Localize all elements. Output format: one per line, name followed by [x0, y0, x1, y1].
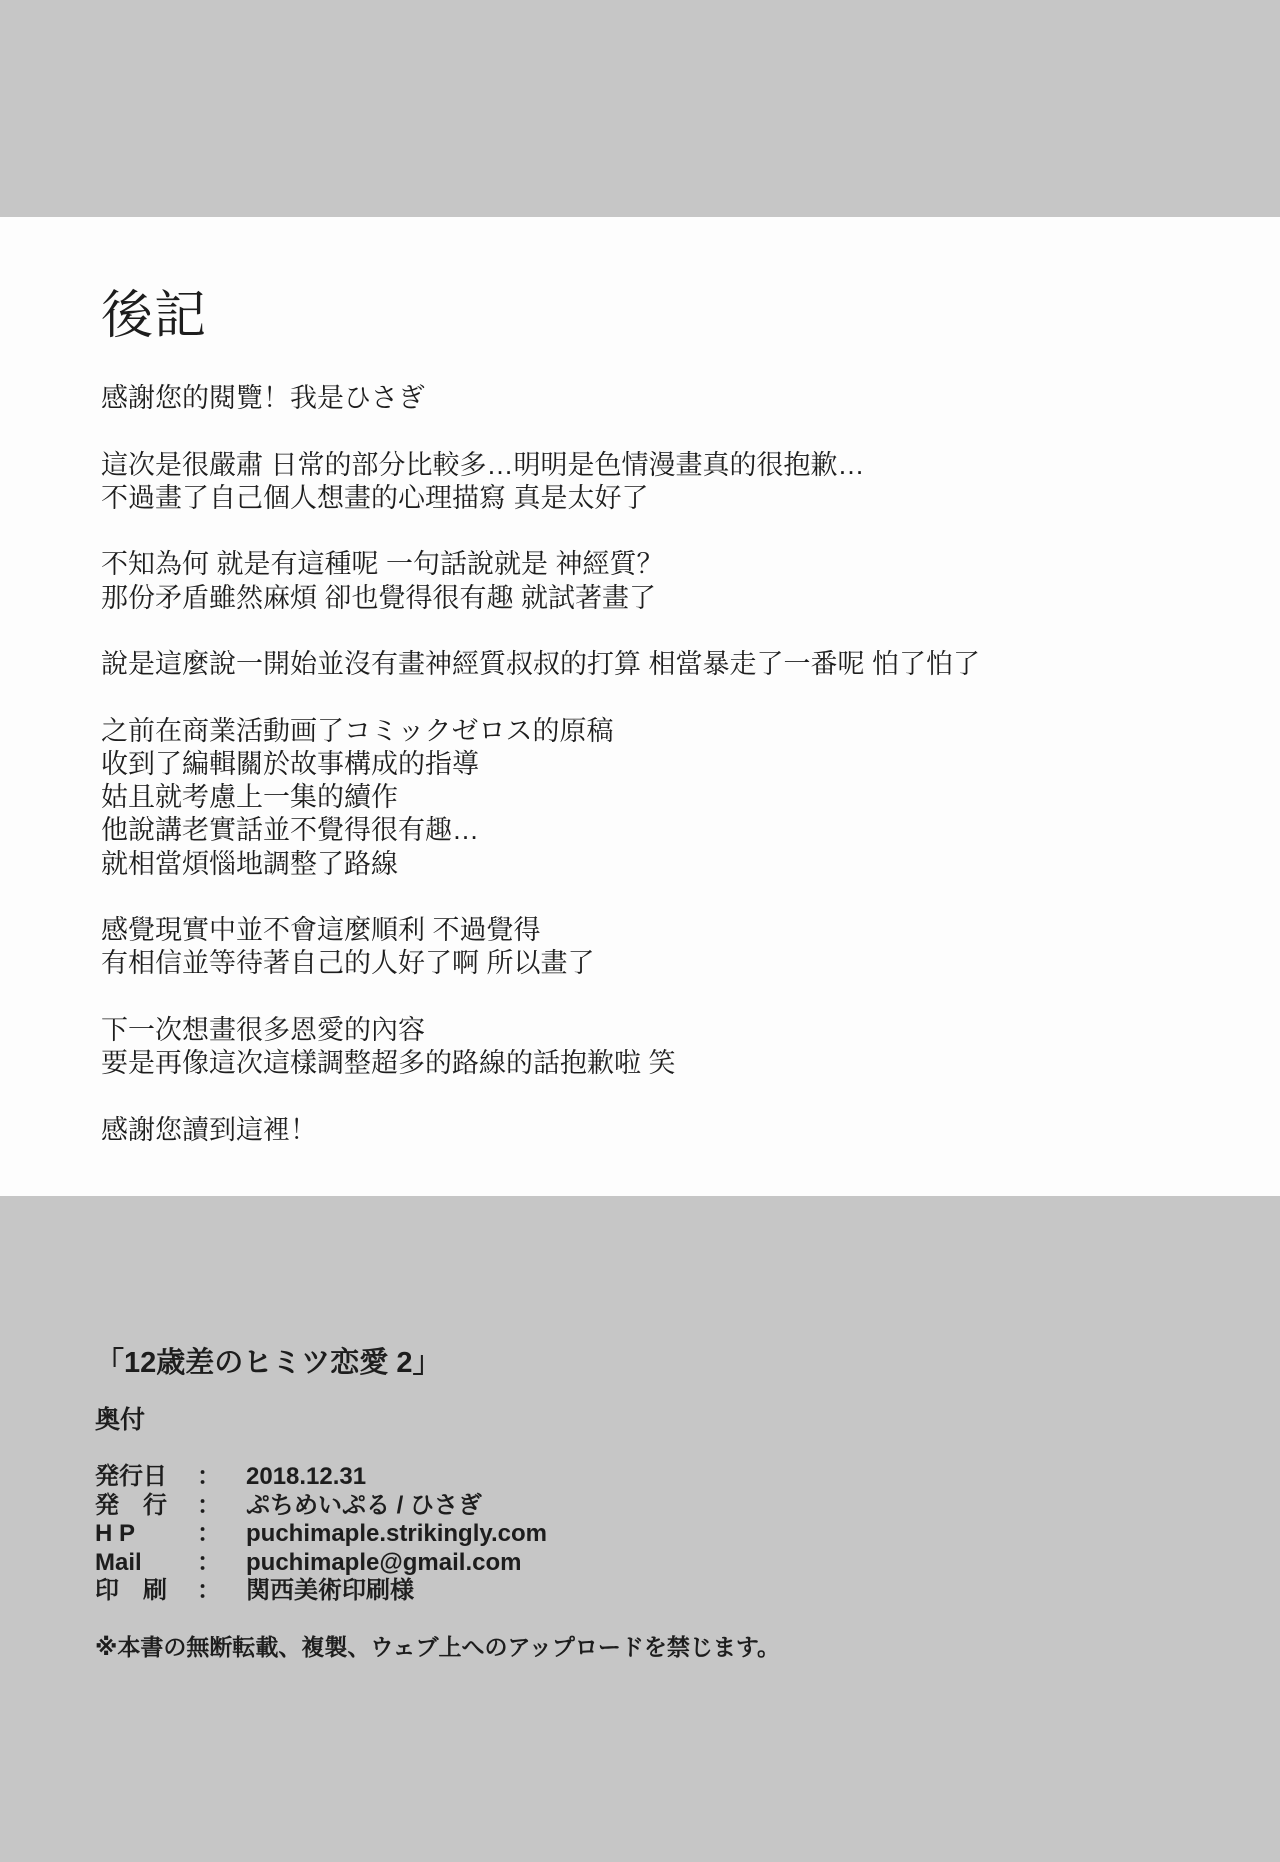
- afterword-line: 不過畫了自己個人想畫的心理描寫 真是太好了: [101, 482, 649, 513]
- afterword-line: 不知為何 就是有這種呢 一句話說就是 神經質？: [101, 549, 664, 580]
- colophon-area: [0, 1196, 1280, 1862]
- afterword-line: 之前在商業活動画了コミックゼロス的原稿: [101, 715, 614, 746]
- afterword-line: 姑且就考慮上一集的續作: [101, 782, 398, 812]
- afterword-paragraph-next-time: [101, 1014, 1221, 1081]
- colophon-separator: ：: [197, 1491, 221, 1519]
- colophon-row-homepage: [95, 1520, 795, 1549]
- afterword-line: 收到了編輯關於故事構成的指導: [101, 748, 479, 779]
- top-gray-margin: [0, 0, 1280, 217]
- colophon-row-mail: [95, 1549, 795, 1578]
- afterword-line: 他說講老實話並不覺得很有趣…: [101, 815, 479, 846]
- afterword-title: 後記: [101, 287, 208, 345]
- colophon-label: Mail: [95, 1548, 142, 1576]
- afterword-paragraph-commercial: [101, 715, 1221, 881]
- afterword-panel: [0, 217, 1280, 1196]
- colophon-separator: ：: [197, 1577, 221, 1604]
- afterword-paragraph-reality: [101, 914, 1221, 981]
- colophon-row-publisher: [95, 1492, 795, 1521]
- afterword-paragraph-plan: [101, 648, 1221, 681]
- afterword-line: 說是這麼說一開始並沒有畫神經質叔叔的打算 相當暴走了一番呢 怕了怕了: [101, 649, 981, 679]
- colophon-row-printer: [95, 1577, 795, 1606]
- colophon-value: puchimaple.strikingly.com: [246, 1520, 547, 1547]
- afterword-line: 下一次想畫很多恩愛的內容: [101, 1014, 425, 1045]
- afterword-line: 感謝您的閱覽！我是ひさぎ: [101, 383, 425, 413]
- afterword-line: 就相當煩惱地調整了路線: [101, 848, 398, 879]
- colophon-value: ぷちめいぷる / ひさぎ: [246, 1491, 483, 1519]
- colophon-value: 2018.12.31: [246, 1463, 367, 1490]
- colophon-label: 発 行: [95, 1491, 167, 1519]
- colophon-label: 発行日: [95, 1463, 167, 1490]
- colophon-separator: ：: [197, 1463, 221, 1490]
- afterword-line: 感謝您讀到這裡！: [101, 1114, 317, 1145]
- afterword-line: 感覺現實中並不會這麼順利 不過覺得: [101, 915, 541, 945]
- colophon-value: 関西美術印刷様: [246, 1577, 414, 1604]
- colophon-heading: 奥付: [95, 1406, 146, 1434]
- afterword-line: 那份矛盾雖然麻煩 卻也覺得很有趣 就試著畫了: [101, 582, 657, 613]
- colophon-separator: ：: [197, 1548, 221, 1576]
- afterword-line: 這次是很嚴肅 日常的部分比較多…明明是色情漫畫真的很抱歉…: [101, 449, 865, 480]
- afterword-body: [101, 382, 1221, 1180]
- afterword-line: 有相信並等待著自己的人好了啊 所以畫了: [101, 948, 595, 979]
- colophon-label: H P: [95, 1520, 136, 1547]
- book-title: 「12歳差のヒミツ恋愛 2」: [95, 1347, 442, 1379]
- afterword-paragraph-daily-life: [101, 449, 1221, 516]
- colophon-row-publish-date: [95, 1463, 795, 1492]
- colophon-separator: ：: [197, 1520, 221, 1547]
- afterword-line: 要是再像這次這樣調整超多的路線的話抱歉啦 笑: [101, 1048, 676, 1078]
- copyright-notice: ※本書の無断転載、複製、ウェブ上へのアップロードを禁じます。: [95, 1634, 780, 1660]
- colophon-label: 印 刷: [95, 1577, 167, 1604]
- afterword-paragraph-thanks: [101, 1114, 1221, 1147]
- colophon-value: puchimaple@gmail.com: [246, 1548, 522, 1576]
- colophon-table: [95, 1463, 795, 1606]
- afterword-paragraph-nervous: [101, 548, 1221, 615]
- afterword-paragraph-greeting: [101, 382, 1221, 415]
